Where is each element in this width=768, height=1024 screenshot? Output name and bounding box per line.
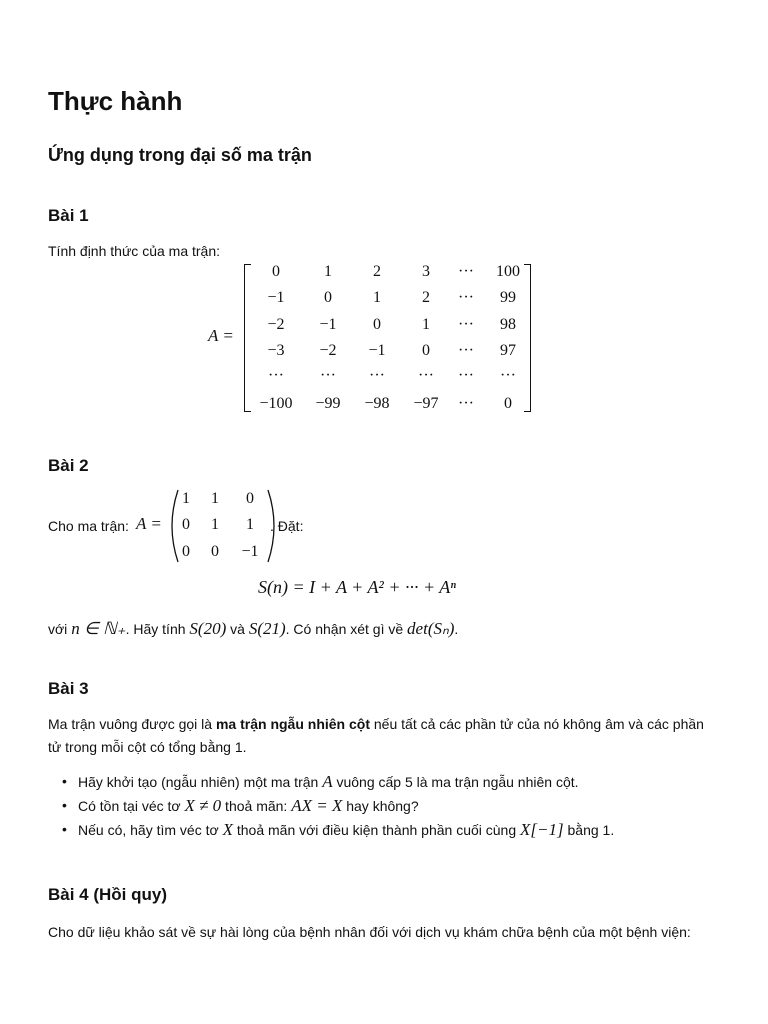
matrix-cell: −2 <box>319 342 337 359</box>
matrix-cell: 1 <box>422 316 430 333</box>
math-x-last: X[−1] <box>520 820 564 839</box>
math-n-domain: n ∈ ℕ₊ <box>71 619 126 638</box>
matrix-cell: −1 <box>241 543 259 560</box>
matrix-cell: −1 <box>319 316 337 333</box>
matrix-cell: 0 <box>422 342 430 359</box>
text-fragment: thoả mãn với điều kiện thành phần cuối cùng <box>232 822 521 838</box>
bai-3-list <box>48 770 728 842</box>
text-fragment: hay không? <box>342 798 419 814</box>
matrix-cell: 0 <box>504 395 512 412</box>
matrix-cell: 1 <box>211 490 219 507</box>
matrix-cell: ··· <box>458 342 474 359</box>
heading-bai-3: Bài 3 <box>48 679 89 698</box>
matrix-cell: 0 <box>324 289 332 306</box>
list-item <box>48 770 728 794</box>
matrix-cell: ··· <box>268 367 284 384</box>
matrix-cell: ··· <box>369 367 385 384</box>
matrix-cell: 2 <box>422 289 430 306</box>
matrix-cell: 0 <box>182 516 190 533</box>
bai-1-lhs: A = <box>208 326 234 345</box>
text-fragment: với <box>48 621 72 637</box>
matrix-cell: ··· <box>418 367 434 384</box>
matrix-cell: ··· <box>500 367 516 384</box>
math-det-sn: det(Sₙ) <box>407 619 455 638</box>
matrix-cell: ··· <box>320 367 336 384</box>
matrix-cell: ··· <box>458 263 474 280</box>
text-fragment: Nếu có, hãy tìm véc tơ <box>78 822 223 838</box>
matrix-cell: 97 <box>500 342 516 359</box>
bai-2-intro: Cho ma trận: <box>48 518 129 534</box>
matrix-a-right-bracket <box>524 264 531 412</box>
text-fragment: Có tồn tại véc tơ <box>78 798 185 814</box>
matrix-cell: −2 <box>267 316 285 333</box>
matrix-cell: 98 <box>500 316 516 333</box>
matrix-cell: 1 <box>373 289 381 306</box>
matrix-cell: ··· <box>458 367 474 384</box>
text-fragment: bằng 1. <box>563 822 615 838</box>
matrix-cell: 0 <box>246 490 254 507</box>
matrix-cell: −97 <box>413 395 439 412</box>
matrix-cell: ··· <box>458 289 474 306</box>
math-s21: S(21) <box>248 619 286 638</box>
text-fragment: . Hãy tính <box>125 621 190 637</box>
text-fragment: . <box>454 621 459 637</box>
matrix-cell: −98 <box>364 395 390 412</box>
formula-s-n: S(n) = I + A + A² + ··· + Aⁿ <box>258 577 456 597</box>
matrix-cell: 99 <box>500 289 516 306</box>
matrix-cell: 1 <box>324 263 332 280</box>
heading-bai-4: Bài 4 (Hồi quy) <box>48 885 168 904</box>
text-fragment: vuông cấp 5 là ma trận ngẫu nhiên cột. <box>332 774 579 790</box>
bai-2-dat: . Đặt: <box>270 518 304 534</box>
matrix-cell: ··· <box>458 316 474 333</box>
bai-4-paragraph: Cho dữ liệu khảo sát về sự hài lòng của bệnh nhân đối với dịch vụ khám chữa bệnh của một bệnh viện: <box>48 924 691 940</box>
text-fragment: và <box>226 621 249 637</box>
matrix-cell: 0 <box>272 263 280 280</box>
heading-bai-2: Bài 2 <box>48 456 89 475</box>
math-x: X <box>222 820 233 839</box>
section-subtitle: Ứng dụng trong đại số ma trận <box>48 145 312 165</box>
bai-2-lhs: A = <box>136 514 162 533</box>
bai-3-paragraph <box>48 713 708 759</box>
matrix-cell: −1 <box>267 289 285 306</box>
matrix-cell: 0 <box>182 543 190 560</box>
heading-bai-1: Bài 1 <box>48 206 89 225</box>
matrix-cell: 1 <box>246 516 254 533</box>
matrix-cell: ··· <box>458 395 474 412</box>
matrix-cell: 1 <box>211 516 219 533</box>
matrix-cell: 1 <box>182 490 190 507</box>
text-fragment: nếu tất cả các phần tử của nó không âm và các phần tử trong mỗi cột có tổng bằng 1. <box>48 716 704 755</box>
matrix-cell: −1 <box>368 342 386 359</box>
text-fragment: thoả mãn: <box>221 798 292 814</box>
matrix-cell: 0 <box>373 316 381 333</box>
matrix-cell: 3 <box>422 263 430 280</box>
math-ax-eq-x: AX = X <box>291 796 343 815</box>
math-a: A <box>322 772 333 791</box>
text-fragment: Hãy khởi tạo (ngẫu nhiên) một ma trận <box>78 774 323 790</box>
text-fragment: Ma trận vuông được gọi là <box>48 716 216 732</box>
matrix-cell: 2 <box>373 263 381 280</box>
list-item <box>48 794 728 818</box>
math-s20: S(20) <box>189 619 227 638</box>
bai-2-question <box>48 617 458 641</box>
math-x-neq-0: X ≠ 0 <box>184 796 222 815</box>
page-title: Thực hành <box>48 86 183 116</box>
bold-term: ma trận ngẫu nhiên cột <box>215 716 370 732</box>
matrix-a-left-bracket <box>244 264 251 412</box>
list-item <box>48 818 728 842</box>
matrix-cell: 0 <box>211 543 219 560</box>
text-fragment: . Có nhận xét gì về <box>285 621 408 637</box>
bai-1-intro: Tính định thức của ma trận: <box>48 243 221 259</box>
matrix-cell: −3 <box>267 342 285 359</box>
matrix-cell: −100 <box>259 395 293 412</box>
matrix-cell: −99 <box>315 395 341 412</box>
matrix-cell: 100 <box>496 263 520 280</box>
